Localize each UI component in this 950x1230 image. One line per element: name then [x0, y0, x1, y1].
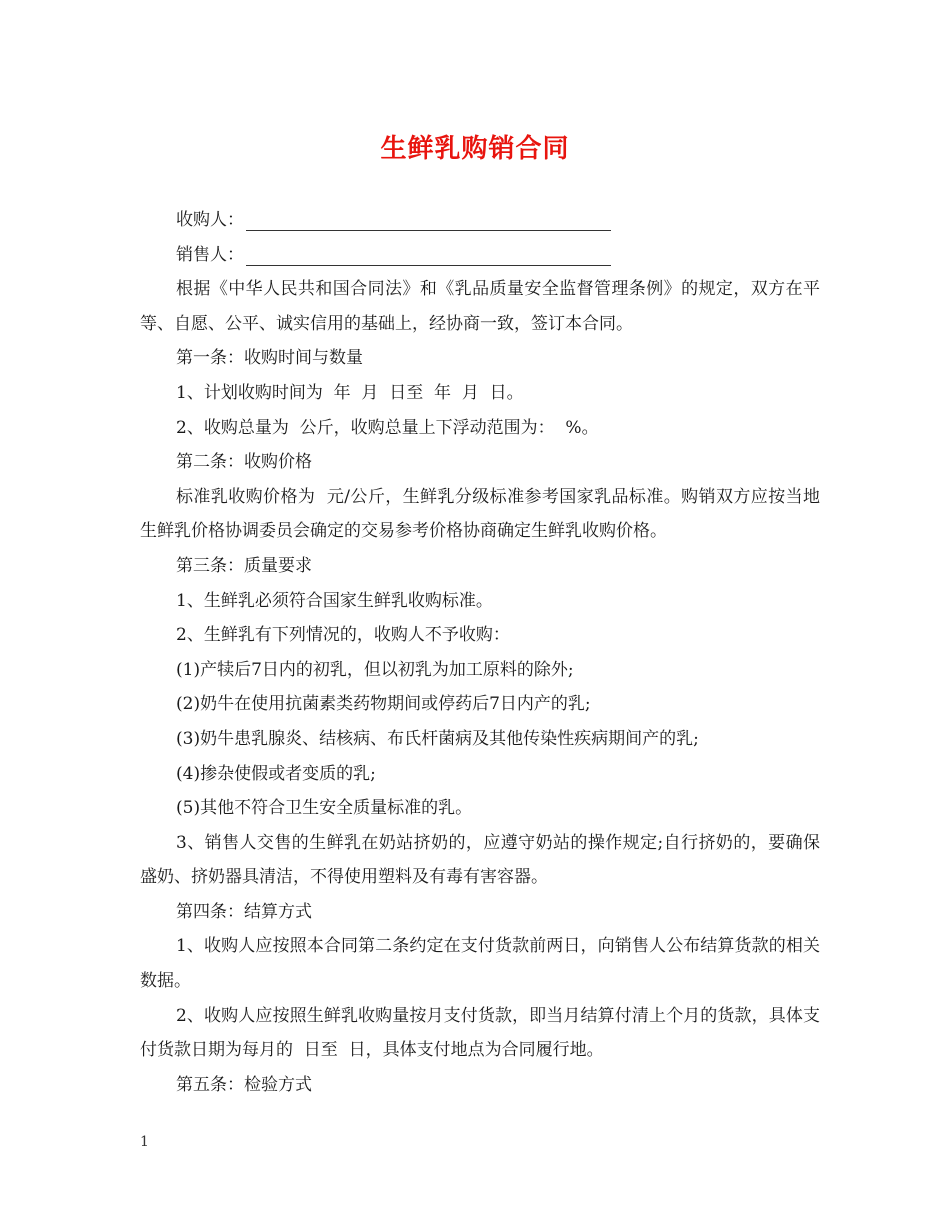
paragraph: 1、生鲜乳必须符合国家生鲜乳收购标准。 — [176, 590, 493, 611]
article-heading: 第三条：质量要求 — [176, 555, 312, 576]
article-heading: 第四条：结算方式 — [176, 901, 312, 922]
buyer-label: 收购人： — [176, 210, 244, 230]
paragraph: 根据《中华人民共和国合同法》和《乳品质量安全监督管理条例》的规定，双方在平等、自愿、公平、诚实信用的基础上，经协商一致，签订本合同。 — [140, 279, 820, 334]
paragraph: 2、收购人应按照生鲜乳收购量按月支付货款，即当月结算付清上个月的货款，具体支付货款日期为每月的 日至 日，具体支付地点为合同履行地。 — [140, 1005, 820, 1061]
list-item: (4)掺杂使假或者变质的乳; — [176, 763, 376, 784]
document-title: 生鲜乳购销合同 — [380, 134, 570, 164]
list-item: (5)其他不符合卫生安全质量标准的乳。 — [176, 798, 473, 819]
list-item: (1)产犊后7日内的初乳，但以初乳为加工原料的除外; — [176, 659, 574, 680]
paragraph: 3、销售人交售的生鲜乳在奶站挤奶的，应遵守奶站的操作规定;自行挤奶的，要确保盛奶、挤奶器具清洁，不得使用塑料及有毒有害容器。 — [140, 832, 820, 888]
paragraph: 2、生鲜乳有下列情况的，收购人不予收购： — [176, 625, 510, 646]
paragraph: 1、收购人应按照本合同第二条约定在支付货款前两日，向销售人公布结算货款的相关数据。 — [140, 936, 820, 992]
article-heading: 第五条：检验方式 — [176, 1074, 312, 1095]
paragraph: 标准乳收购价格为 元/公斤，生鲜乳分级标准参考国家乳品标准。购销双方应按当地生鲜乳价格协调委员会确定的交易参考价格协商确定生鲜乳收购价格。 — [140, 486, 820, 542]
seller-line — [140, 238, 820, 273]
seller-label: 销售人： — [176, 244, 244, 265]
document-body — [140, 203, 820, 1102]
article-heading: 第二条：收购价格 — [176, 452, 312, 473]
list-item: (3)奶牛患乳腺炎、结核病、布氏杆菌病及其他传染性疾病期间产的乳; — [176, 728, 699, 749]
paragraph: 1、计划收购时间为 年 月 日至 年 月 日。 — [176, 382, 524, 403]
buyer-line — [140, 203, 820, 238]
paragraph: 2、收购总量为 公斤，收购总量上下浮动范围为： %。 — [176, 417, 599, 438]
buyer-blank — [246, 210, 611, 231]
seller-blank — [246, 245, 611, 266]
article-heading: 第一条：收购时间与数量 — [176, 348, 363, 369]
page-number: 1 — [140, 1134, 149, 1150]
list-item: (2)奶牛在使用抗菌素类药物期间或停药后7日内产的乳; — [176, 694, 591, 715]
